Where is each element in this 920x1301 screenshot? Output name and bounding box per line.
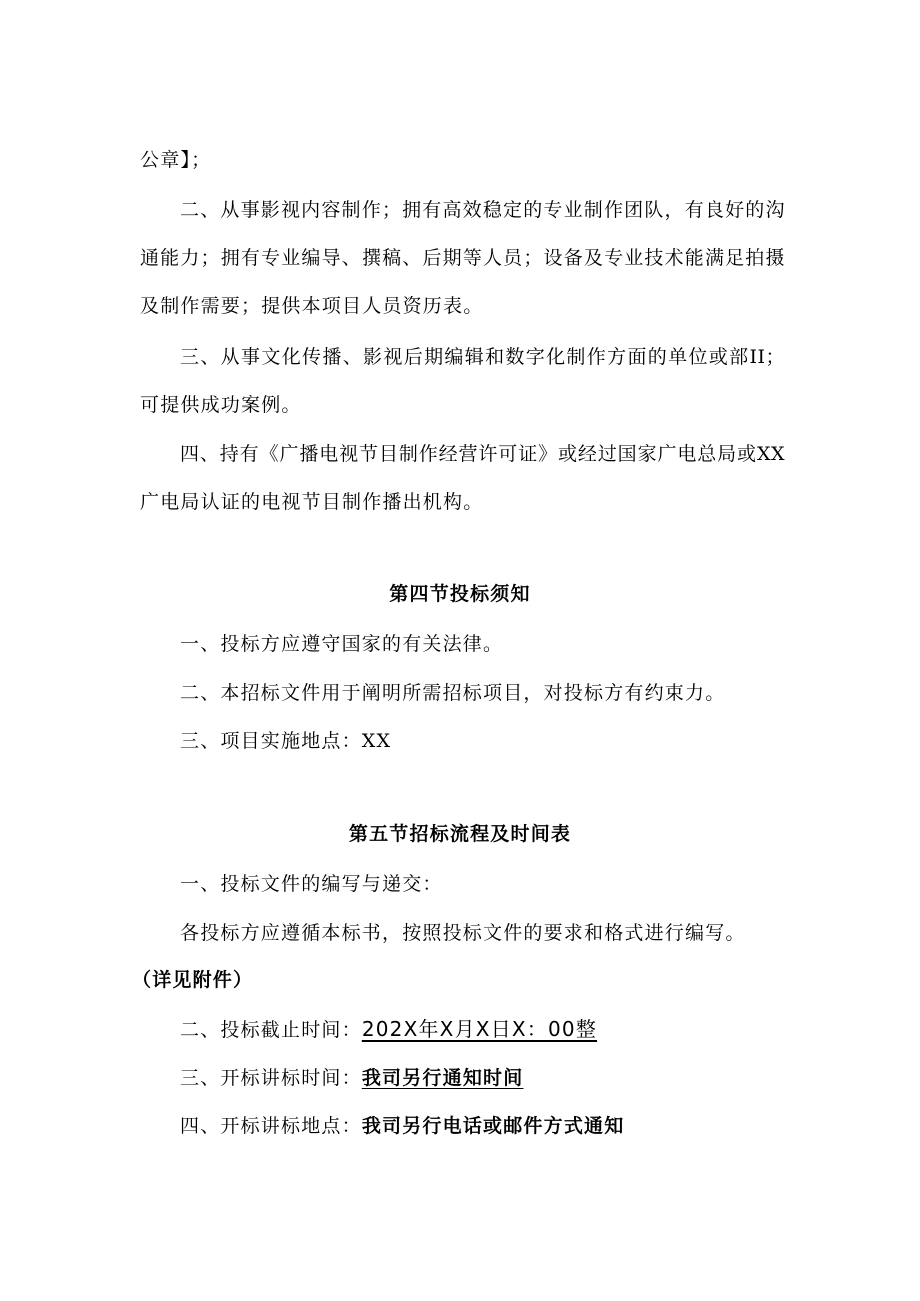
paragraph-line: 广电局认证的电视节目制作播出机构。 bbox=[140, 491, 484, 513]
paragraph-line: 二、从事影视内容制作；拥有高效稳定的专业制作团队，有良好的沟 bbox=[180, 199, 785, 221]
paragraph-line: 公章】； bbox=[140, 149, 212, 171]
list-item bbox=[180, 1064, 523, 1092]
paragraph-line: 三、从事文化传播、影视后期编辑和数字化制作方面的单位或部II； bbox=[180, 346, 785, 368]
item-label: 四、开标讲标地点： bbox=[180, 1115, 362, 1137]
opening-place-value: 我司另行电话或邮件方式通知 bbox=[361, 1115, 625, 1137]
paragraph-line: 四、持有《广播电视节目制作经营许可证》或经过国家广电总局或XX bbox=[180, 443, 785, 465]
paragraph-line: 通能力；拥有专业编导、撰稿、后期等人员；设备及专业技术能满足拍摄 bbox=[140, 247, 785, 269]
note: （详见附件） bbox=[132, 969, 254, 991]
section-heading: 第五节招标流程及时间表 bbox=[348, 823, 572, 845]
paragraph-line: 及制作需要；提供本项目人员资历表。 bbox=[140, 295, 484, 317]
paragraph-line: 各投标方应遵循本标书，按照投标文件的要求和格式进行编写。 bbox=[180, 922, 746, 944]
opening-time-value: 我司另行通知时间 bbox=[361, 1067, 524, 1089]
list-item: 一、投标方应遵守国家的有关法律。 bbox=[180, 633, 504, 655]
list-item bbox=[180, 1015, 597, 1044]
deadline-value: 202X年X月X日X：00整 bbox=[361, 1017, 598, 1041]
item-label: 二、投标截止时间： bbox=[180, 1019, 362, 1041]
section-heading: 第四节投标须知 bbox=[389, 583, 531, 605]
list-item: 三、项目实施地点：XX bbox=[180, 730, 392, 752]
item-label: 三、开标讲标时间： bbox=[180, 1067, 362, 1089]
list-item bbox=[180, 1112, 624, 1140]
paragraph-line: 可提供成功案例。 bbox=[140, 394, 302, 416]
list-item: 一、投标文件的编写与递交： bbox=[180, 873, 443, 895]
list-item: 二、本招标文件用于阐明所需招标项目，对投标方有约束力。 bbox=[180, 682, 726, 704]
